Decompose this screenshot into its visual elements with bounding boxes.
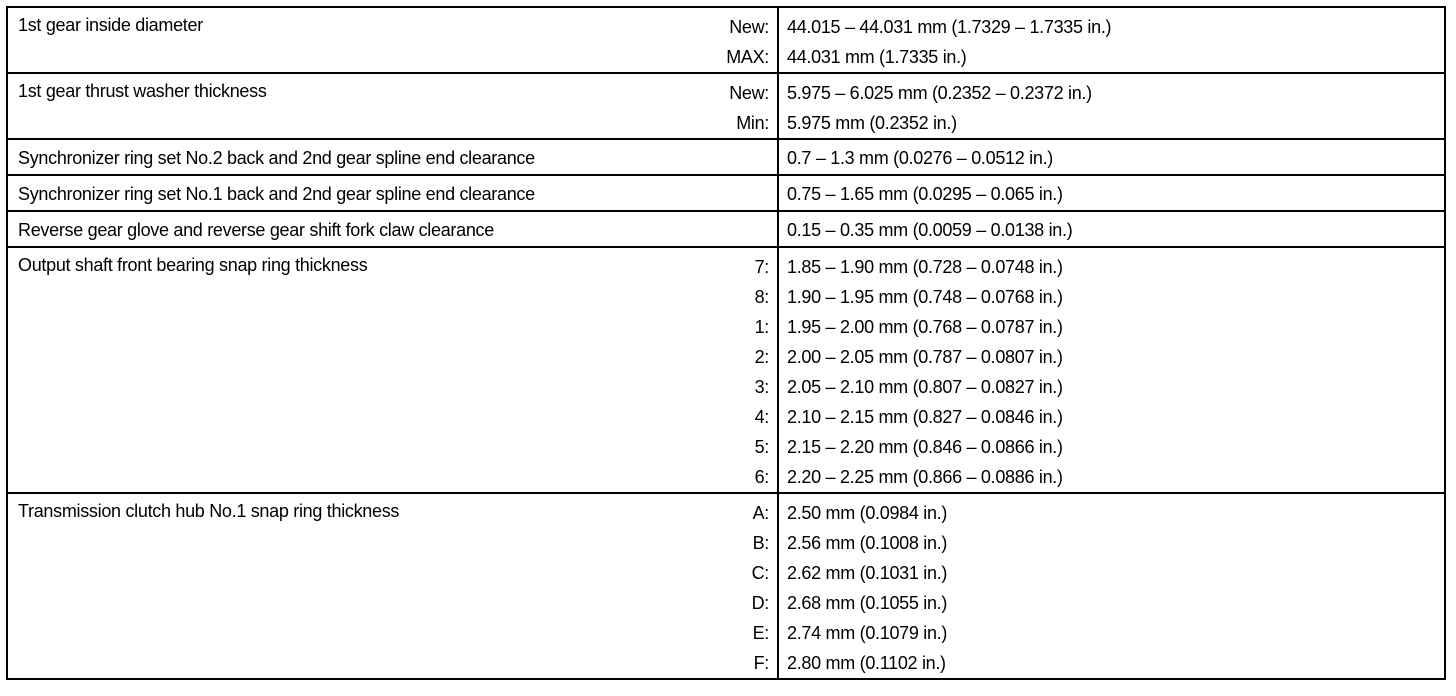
spec-item-name: Synchronizer ring set No.1 back and 2nd gear spline end clearance [18,184,535,204]
spec-key: 5: [754,437,769,457]
spec-key: MAX: [726,47,769,67]
spec-key: E: [752,623,769,643]
spec-item-cell [7,247,778,493]
spec-value-cell [778,139,1445,175]
spec-key: D: [751,593,769,613]
spec-item-name: Reverse gear glove and reverse gear shift fork claw clearance [18,220,494,240]
spec-table-body [7,7,1445,679]
spec-value: 2.56 mm (0.1008 in.) [787,533,948,553]
spec-row [7,7,1445,73]
spec-value: 0.7 – 1.3 mm (0.0276 – 0.0512 in.) [787,148,1053,168]
spec-item-cell [7,211,778,247]
spec-item-name: Transmission clutch hub No.1 snap ring thickness [18,501,400,521]
spec-value-cell [778,493,1445,679]
spec-value-list [779,212,1444,245]
spec-key: 2: [754,347,769,367]
spec-value: 2.00 – 2.05 mm (0.787 – 0.0807 in.) [787,347,1063,367]
spec-key: New: [729,83,769,103]
spec-value-list [779,248,1444,492]
spec-key: 8: [754,287,769,307]
spec-value: 5.975 – 6.025 mm (0.2352 – 0.2372 in.) [787,83,1092,103]
spec-table [6,6,1446,680]
spec-value: 44.031 mm (1.7335 in.) [787,47,967,67]
spec-value: 2.68 mm (0.1055 in.) [787,593,948,613]
spec-value: 1.85 – 1.90 mm (0.728 – 0.0748 in.) [787,257,1063,277]
spec-key: A: [752,503,769,523]
spec-item-cell [7,493,778,679]
spec-row [7,73,1445,139]
spec-value-list [779,176,1444,209]
spec-item-cell [7,139,778,175]
spec-value-list [779,8,1444,72]
spec-key: 3: [754,377,769,397]
spec-value-cell [778,247,1445,493]
spec-row [7,175,1445,211]
spec-row [7,211,1445,247]
spec-item-name: 1st gear inside diameter [18,15,203,35]
spec-value: 1.95 – 2.00 mm (0.768 – 0.0787 in.) [787,317,1063,337]
spec-value-list [779,494,1444,678]
spec-key: New: [729,17,769,37]
spec-value: 2.62 mm (0.1031 in.) [787,563,948,583]
spec-value: 2.80 mm (0.1102 in.) [787,653,946,673]
spec-value: 2.50 mm (0.0984 in.) [787,503,948,523]
spec-key: F: [753,653,769,673]
spec-key: Min: [736,113,769,133]
spec-key: 1: [754,317,769,337]
spec-value-list [779,74,1444,138]
spec-value: 5.975 mm (0.2352 in.) [787,113,957,133]
spec-value: 0.15 – 0.35 mm (0.0059 – 0.0138 in.) [787,220,1073,240]
spec-value-cell [778,175,1445,211]
spec-value-cell [778,211,1445,247]
spec-row [7,247,1445,493]
spec-value-cell [778,7,1445,73]
spec-value: 2.20 – 2.25 mm (0.866 – 0.0886 in.) [787,467,1063,487]
spec-key: 4: [754,407,769,427]
spec-key: C: [751,563,769,583]
spec-value: 2.10 – 2.15 mm (0.827 – 0.0846 in.) [787,407,1063,427]
spec-item-cell [7,73,778,139]
spec-value: 1.90 – 1.95 mm (0.748 – 0.0768 in.) [787,287,1063,307]
spec-item-name: Output shaft front bearing snap ring thickness [18,255,368,275]
spec-key: 7: [754,257,769,277]
spec-key-list [8,248,777,492]
spec-row [7,139,1445,175]
spec-value: 2.74 mm (0.1079 in.) [787,623,948,643]
spec-value: 0.75 – 1.65 mm (0.0295 – 0.065 in.) [787,184,1063,204]
spec-value-cell [778,73,1445,139]
spec-value: 44.015 – 44.031 mm (1.7329 – 1.7335 in.) [787,17,1112,37]
spec-key: 6: [754,467,769,487]
spec-value: 2.05 – 2.10 mm (0.807 – 0.0827 in.) [787,377,1063,397]
spec-key: B: [752,533,769,553]
spec-value-list [779,140,1444,173]
spec-item-cell [7,175,778,211]
spec-item-name: 1st gear thrust washer thickness [18,81,267,101]
spec-item-cell [7,7,778,73]
spec-row [7,493,1445,679]
spec-value: 2.15 – 2.20 mm (0.846 – 0.0866 in.) [787,437,1063,457]
spec-item-name: Synchronizer ring set No.2 back and 2nd gear spline end clearance [18,148,535,168]
